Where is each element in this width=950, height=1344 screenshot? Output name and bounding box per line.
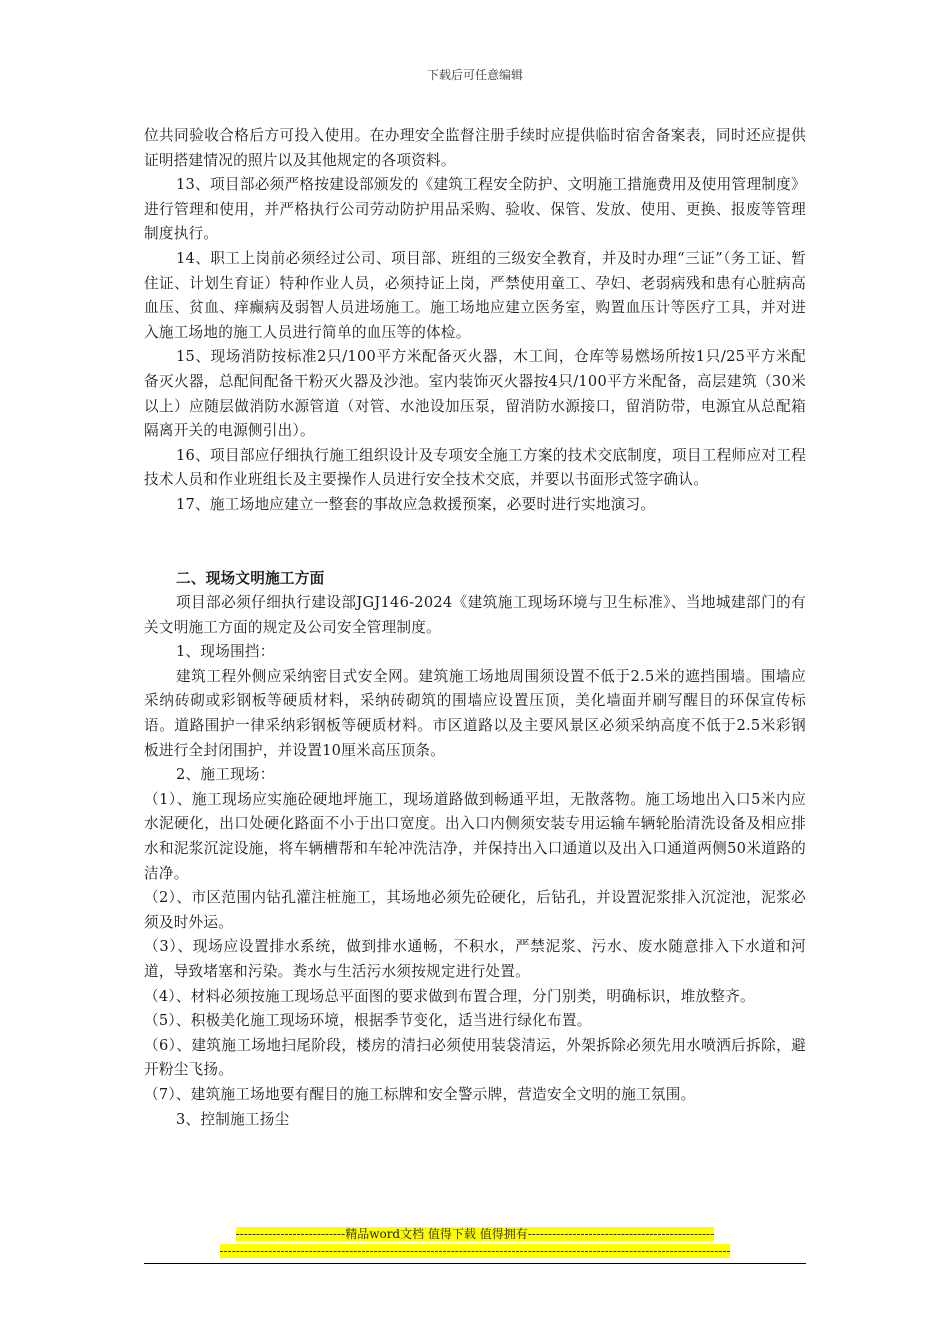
sub-item-1: （1）、施工现场应实施砼硬地坪施工，现场道路做到畅通平坦，无散落物。施工场地出入口5米内应水泥硬化，出口处硬化路面不小于出口宽度。出入口内侧须安装专用运输车辆轮胎清洗设备及相应排水和泥浆沉淀设施，将车辆槽帮和车轮冲洗洁净，并保持出入口通道以及出入口通道两侧50米道路的洁净。 xyxy=(144,790,806,882)
sub-item-7: （7）、建筑施工场地要有醒目的施工标牌和安全警示牌，营造安全文明的施工氛围。 xyxy=(144,1085,696,1103)
section-2-intro: 项目部必须仔细执行建设部JGJ146-2024《建筑施工现场环境与卫生标准》、当地城建部门的有关文明施工方面的规定及公司安全管理制度。 xyxy=(144,594,806,636)
document-body xyxy=(144,124,806,1132)
sub-item-4: （4）、材料必须按施工现场总平面图的要求做到布置合理，分门别类，明确标识，堆放整齐。 xyxy=(144,987,755,1005)
paragraph-15: 15、现场消防按标准2只/100平方米配备灭火器，木工间，仓库等易燃场所按1只/25平方米配备灭火器，总配间配备干粉灭火器及沙池。室内装饰灭火器按4只/100平方米配备，高层建筑（30米以上）应随层做消防水源管道（对管、水池设加压泵，留消防水源接口，留消防带，电源宜从总配箱隔离开关的电源侧引出）。 xyxy=(144,348,806,440)
paragraph-continuation: 位共同验收合格后方可投入使用。在办理安全监督注册手续时应提供临时宿舍备案表，同时还应提供证明搭建情况的照片以及其他规定的各项资料。 xyxy=(144,127,806,169)
paragraph-17: 17、施工场地应建立一整套的事故应急救援预案，必要时进行实地演习。 xyxy=(176,495,656,513)
page-footer xyxy=(144,1226,806,1260)
section-2-heading: 二、现场文明施工方面 xyxy=(176,569,325,587)
footer-banner-line-1: ---------------------------精品word文档 值得下载 值得拥有---------------------------------------------- xyxy=(235,1227,715,1241)
sub-item-5: （5）、积极美化施工现场环境，根据季节变化，适当进行绿化布置。 xyxy=(144,1012,592,1030)
item-3-title: 3、控制施工扬尘 xyxy=(176,1110,290,1128)
page-header: 下载后可任意编辑 xyxy=(426,68,523,82)
paragraph-16: 16、项目部应仔细执行施工组织设计及专项安全施工方案的技术交底制度，项目工程师应对工程技术人员和作业班组长及主要操作人员进行安全技术交底，并要以书面形式签字确认。 xyxy=(144,446,806,489)
section-spacer xyxy=(144,518,806,567)
footer-banner-line-2: ------------------------------------------------------------------------------------------------------------------------------ xyxy=(219,1244,731,1258)
sub-item-3: （3）、现场应设置排水系统，做到排水通畅，不积水，严禁泥浆、污水、废水随意排入下水道和河道，导致堵塞和污染。粪水与生活污水须按规定进行处置。 xyxy=(144,938,806,980)
paragraph-14: 14、职工上岗前必须经过公司、项目部、班组的三级安全教育，并及时办理“三证”（务工证、暂住证、计划生育证）特种作业人员，必须持证上岗，严禁使用童工、孕妇、老弱病残和患有心脏病高血压、贫血、痒癫病及弱智人员进场施工。施工场地应建立医务室，购置血压计等医疗工具，并对进入施工场地的施工人员进行简单的血压等的体检。 xyxy=(144,249,806,341)
sub-item-2: （2）、市区范围内钻孔灌注桩施工，其场地必须先砼硬化，后钻孔，并设置泥浆排入沉淀池，泥浆必须及时外运。 xyxy=(144,889,806,931)
item-1-title: 1、现场围挡： xyxy=(176,643,275,661)
paragraph-13: 13、项目部必须严格按建设部颁发的《建筑工程安全防护、文明施工措施费用及使用管理制度》进行管理和使用，并严格执行公司劳动防护用品采购、验收、保管、发放、使用、更换、报废等管理制度执行。 xyxy=(144,176,806,243)
item-1-body: 建筑工程外侧应采纳密目式安全网。建筑施工场地周围须设置不低于2.5米的遮挡围墙。围墙应采纳砖砌或彩钢板等硬质材料，采纳砖砌筑的围墙应设置压顶，美化墙面并刷写醒目的环保宣传标语。道路围护一律采纳彩钢板等硬质材料。市区道路以及主要风景区必须采纳高度不低于2.5米彩钢板进行全封闭围护，并设置10厘米高压顶条。 xyxy=(144,667,806,759)
footer-rule xyxy=(144,1263,806,1264)
sub-item-6: （6）、建筑施工场地扫尾阶段，楼房的清扫必须使用装袋清运，外架拆除必须先用水喷洒后拆除，避开粉尘飞扬。 xyxy=(144,1036,806,1079)
item-2-title: 2、施工现场： xyxy=(176,766,275,784)
